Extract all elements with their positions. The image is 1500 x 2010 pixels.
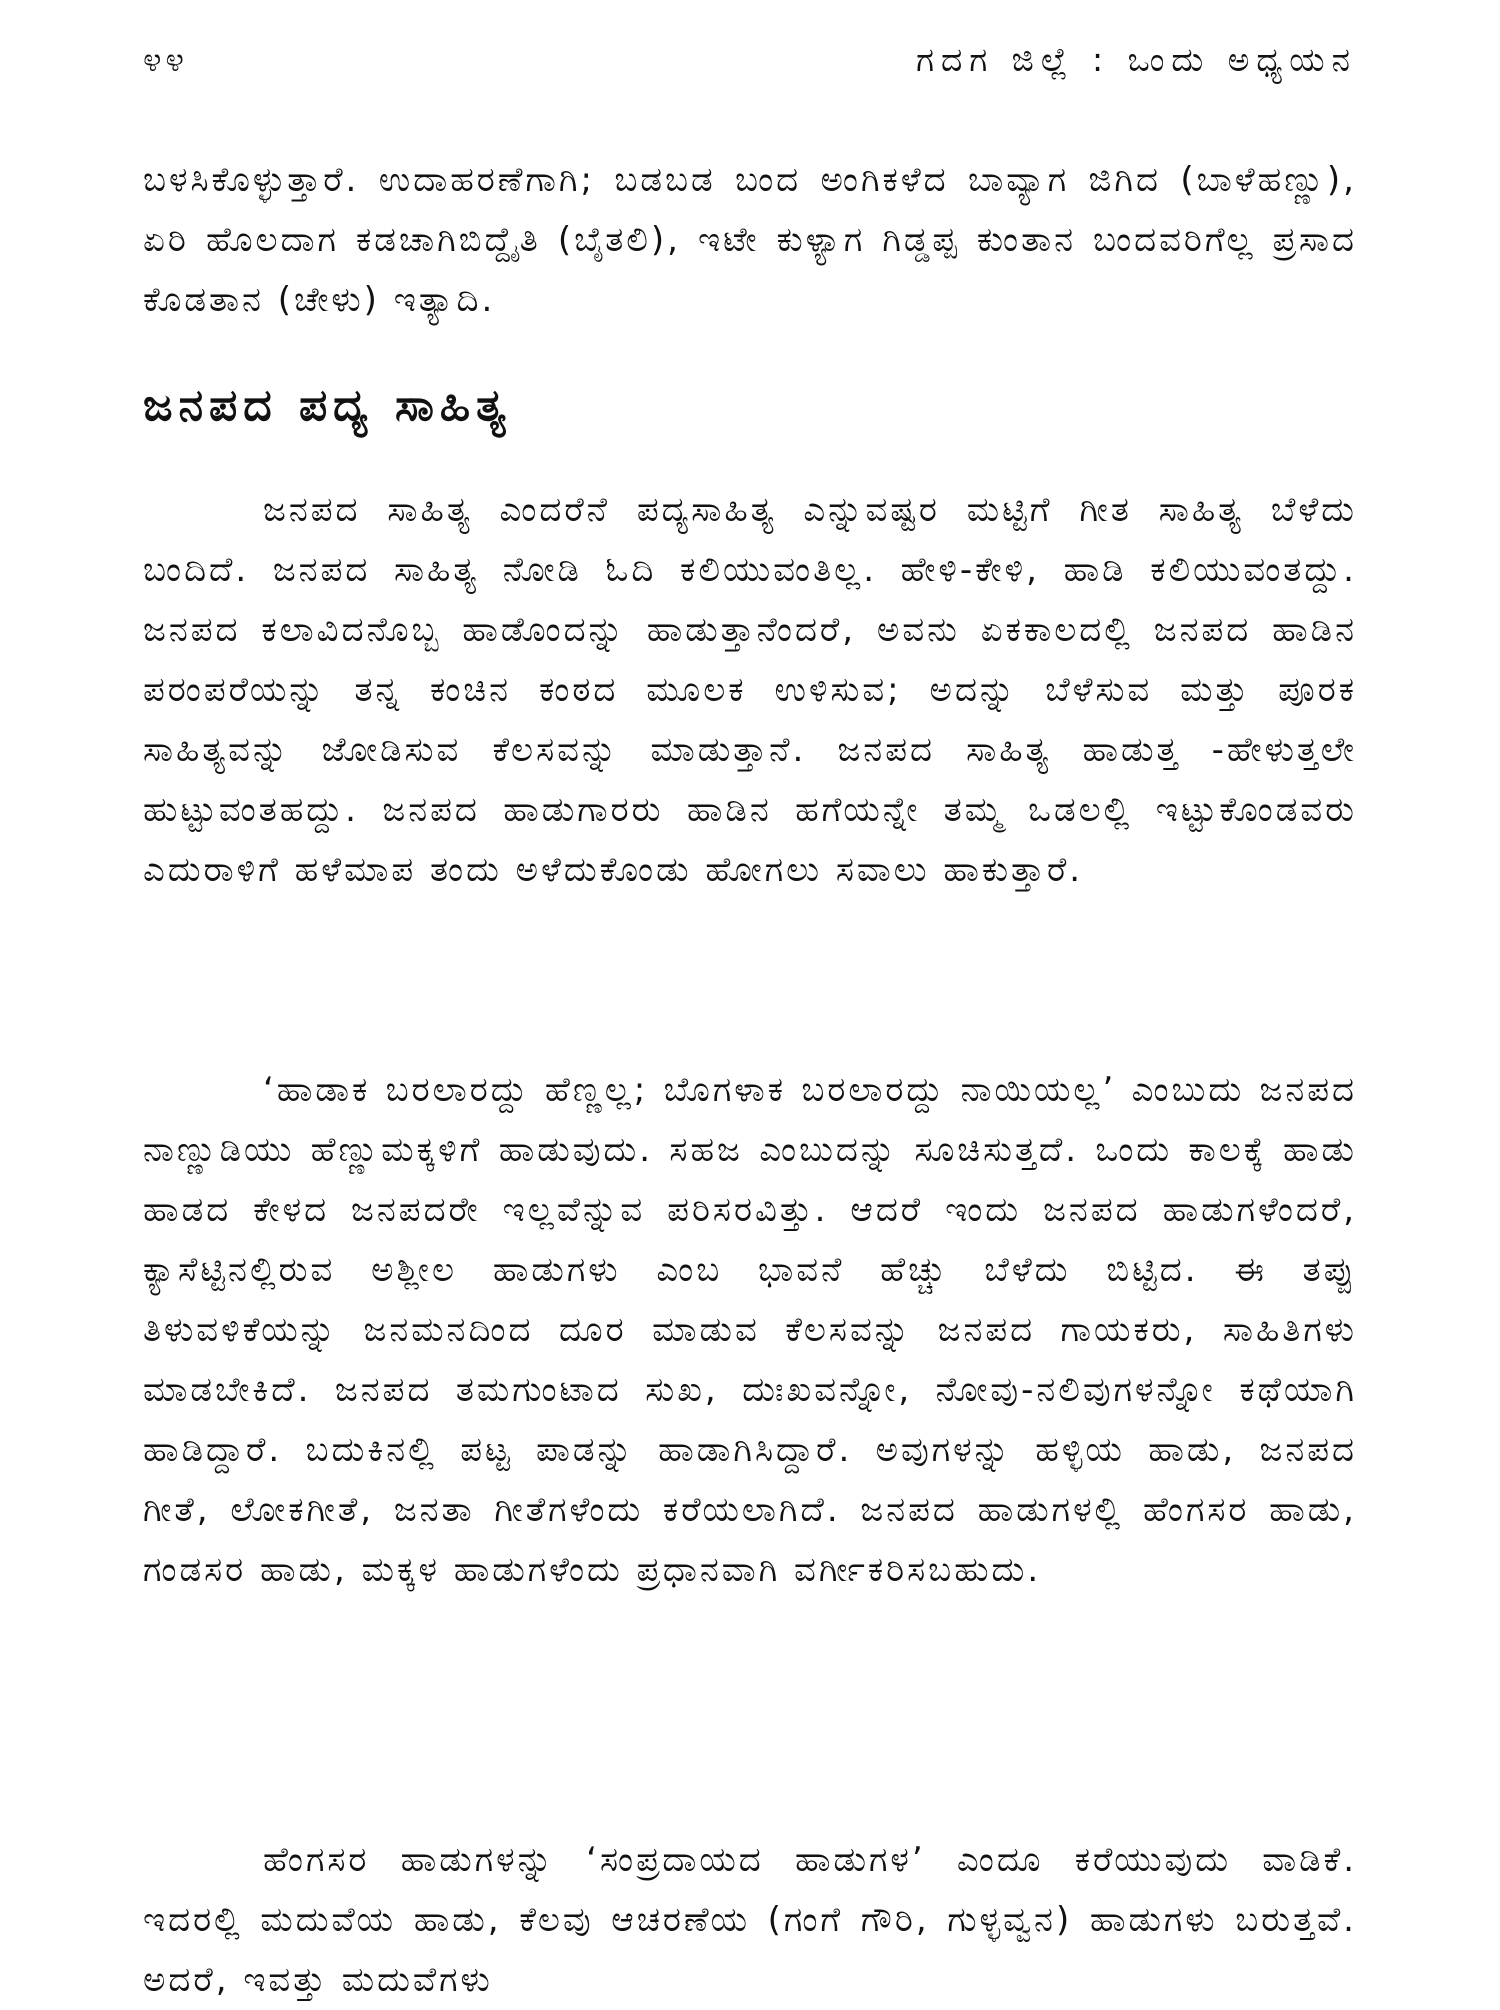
paragraph-2: ಜನಪದ ಸಾಹಿತ್ಯ ಎಂದರೆನೆ ಪದ್ಯಸಾಹಿತ್ಯ ಎನ್ನುವಷ್ಟರ ಮಟ್ಟಿಗೆ ಗೀತ ಸಾಹಿತ್ಯ ಬೆಳೆದು ಬಂದಿದೆ. ಜನಪದ ಸಾಹಿತ್ಯ ನೋಡಿ ಓದಿ ಕಲಿಯುವಂತಿಲ್ಲ. ಹೇಳಿ-ಕೇಳಿ, ಹಾಡಿ ಕಲಿಯುವಂತದ್ದು. ಜನಪದ ಕಲಾವಿದನೊಬ್ಬ ಹಾಡೊಂದನ್ನು ಹಾಡುತ್ತಾನೆಂದರೆ, ಅವನು ಏಕಕಾಲದಲ್ಲಿ ಜನಪದ ಹಾಡಿನ ಪರಂಪರೆಯನ್ನು ತನ್ನ ಕಂಚಿನ ಕಂಠದ ಮೂಲಕ ಉಳಿಸುವ; ಅದನ್ನು ಬೆಳೆಸುವ ಮತ್ತು ಪೂರಕ ಸಾಹಿತ್ಯವನ್ನು ಜೋಡಿಸುವ ಕೆಲಸವನ್ನು ಮಾಡುತ್ತಾನೆ. ಜನಪದ ಸಾಹಿತ್ಯ ಹಾಡುತ್ತ -ಹೇಳುತ್ತಲೇ ಹುಟ್ಟುವಂತಹದ್ದು. ಜನಪದ ಹಾಡುಗಾರರು ಹಾಡಿನ ಹಗೆಯನ್ನೇ ತಮ್ಮ ಒಡಲಲ್ಲಿ ಇಟ್ಟುಕೊಂಡವರು ಎದುರಾಳಿಗೆ ಹಳೆಮಾಪ ತಂದು ಅಳೆದುಕೊಂಡು ಹೋಗಲು ಸವಾಲು ಹಾಕುತ್ತಾರೆ. — [143, 490, 1357, 890]
section-heading: ಜನಪದ ಪದ್ಯ ಸಾಹಿತ್ಯ — [143, 380, 512, 431]
running-title: ಗದಗ ಜಿಲ್ಲೆ : ಒಂದು ಅಧ್ಯಯನ — [916, 40, 1357, 79]
page-number: ೪೪ — [143, 40, 188, 79]
paragraph-4: ಹೆಂಗಸರ ಹಾಡುಗಳನ್ನು ‘ಸಂಪ್ರದಾಯದ ಹಾಡುಗಳ’ ಎಂದೂ ಕರೆಯುವುದು ವಾಡಿಕೆ. ಇದರಲ್ಲಿ ಮದುವೆಯ ಹಾಡು, ಕೆಲವು ಆಚರಣೆಯ (ಗಂಗೆ ಗೌರಿ, ಗುಳ್ಳವ್ವನ) ಹಾಡುಗಳು ಬರುತ್ತವೆ. ಅದರೆ, ಇವತ್ತು ಮದುವೆಗಳು — [143, 1840, 1357, 2000]
paragraph-1: ಬಳಸಿಕೊಳ್ಳುತ್ತಾರೆ. ಉದಾಹರಣೆಗಾಗಿ; ಬಡಬಡ ಬಂದ ಅಂಗಿಕಳೆದ ಬಾವ್ಯಾಗ ಜಿಗಿದ (ಬಾಳೆಹಣ್ಣು), ಏರಿ ಹೊಲದಾಗ ಕಡಚಾಗಿಬಿದ್ದೈತಿ (ಬೈತಲಿ), ಇಟೇ ಕುಳ್ಯಾಗ ಗಿಡ್ಡಪ್ಪ ಕುಂತಾನ ಬಂದವರಿಗೆಲ್ಲ ಪ್ರಸಾದ ಕೊಡತಾನ (ಚೇಳು) ಇತ್ಯಾದಿ. — [143, 160, 1357, 320]
page-header — [143, 40, 1357, 100]
paragraph-3: ‘ಹಾಡಾಕ ಬರಲಾರದ್ದು ಹೆಣ್ಣಲ್ಲ; ಬೊಗಳಾಕ ಬರಲಾರದ್ದು ನಾಯಿಯಲ್ಲ’ ಎಂಬುದು ಜನಪದ ನಾಣ್ಣುಡಿಯು ಹೆಣ್ಣುಮಕ್ಕಳಿಗೆ ಹಾಡುವುದು. ಸಹಜ ಎಂಬುದನ್ನು ಸೂಚಿಸುತ್ತದೆ. ಒಂದು ಕಾಲಕ್ಕೆ ಹಾಡು ಹಾಡದ ಕೇಳದ ಜನಪದರೇ ಇಲ್ಲವೆನ್ನುವ ಪರಿಸರವಿತ್ತು. ಆದರೆ ಇಂದು ಜನಪದ ಹಾಡುಗಳೆಂದರೆ, ಕ್ಯಾಸೆಟ್ಟಿನಲ್ಲಿರುವ ಅಶ್ಲೀಲ ಹಾಡುಗಳು ಎಂಬ ಭಾವನೆ ಹೆಚ್ಚು ಬೆಳೆದು ಬಿಟ್ಟಿದ. ಈ ತಪ್ಪು ತಿಳುವಳಿಕೆಯನ್ನು ಜನಮನದಿಂದ ದೂರ ಮಾಡುವ ಕೆಲಸವನ್ನು ಜನಪದ ಗಾಯಕರು, ಸಾಹಿತಿಗಳು ಮಾಡಬೇಕಿದೆ. ಜನಪದ ತಮಗುಂಟಾದ ಸುಖ, ದುಃಖವನ್ನೋ, ನೋವು-ನಲಿವುಗಳನ್ನೋ ಕಥೆಯಾಗಿ ಹಾಡಿದ್ದಾರೆ. ಬದುಕಿನಲ್ಲಿ ಪಟ್ಟ ಪಾಡನ್ನು ಹಾಡಾಗಿಸಿದ್ದಾರೆ. ಅವುಗಳನ್ನು ಹಳ್ಳಿಯ ಹಾಡು, ಜನಪದ ಗೀತೆ, ಲೋಕಗೀತೆ, ಜನತಾ ಗೀತೆಗಳೆಂದು ಕರೆಯಲಾಗಿದೆ. ಜನಪದ ಹಾಡುಗಳಲ್ಲಿ ಹೆಂಗಸರ ಹಾಡು, ಗಂಡಸರ ಹಾಡು, ಮಕ್ಕಳ ಹಾಡುಗಳೆಂದು ಪ್ರಧಾನವಾಗಿ ವರ್ಗೀಕರಿಸಬಹುದು. — [143, 1070, 1357, 1590]
